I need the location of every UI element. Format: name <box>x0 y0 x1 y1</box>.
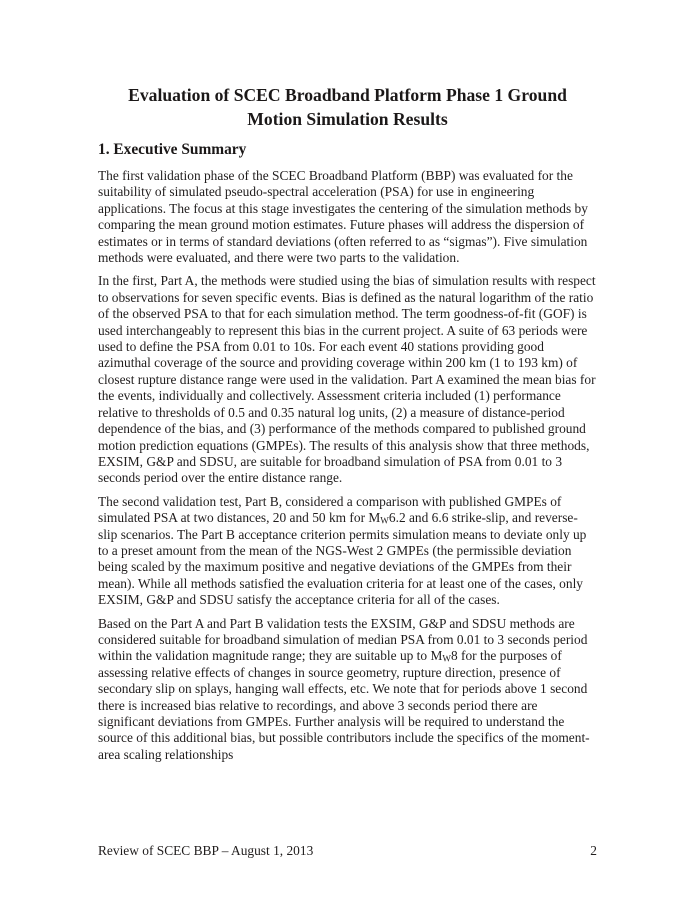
section-heading-executive-summary: 1. Executive Summary <box>98 141 247 158</box>
paragraph-validation-phase: The first validation phase of the SCEC Broadband Platform (BBP) was evaluated for the suitability of simulated pseudo-spectral acceleration (PSA) for use in engineering applications. The focus at this stage investigates the centering of the simulation methods by comparing the mean ground motion estimates. Future phases will address the dispersion of estimates or in terms of standard deviations (often referred to as “sigmas”). Five simulation methods were evaluated, and there were two parts to the validation. <box>98 168 588 266</box>
paragraph-part-a: In the first, Part A, the methods were studied using the bias of simulation results with respect to observations for seven specific events. Bias is defined as the natural logarithm of the ratio of the observed PSA to that for each simulation method. The term goodness-of-fit (GOF) is used interchangeably to represent this bias in the current project. A suite of 63 periods were used to define the PSA from 0.01 to 10s. For each event 40 stations providing good azimuthal coverage of the source and providing coverage within 200 km (1 to 193 km) of closest rupture distance range were used in the validation. Part A examined the mean bias for the events, individually and collectively. Assessment criteria included (1) performance relative to thresholds of 0.5 and 0.35 natural log units, (2) a measure of distance-period dependence of the bias, and (3) performance of the methods compared to published ground motion prediction equations (GMPEs). The results of this analysis show that three methods, EXSIM, G&P and SDSU, are suitable for broadband simulation of PSA from 0.01 to 3 seconds period over the entire distance range. <box>98 273 596 486</box>
document-title-line-1: Evaluation of SCEC Broadband Platform Phase 1 Ground <box>128 85 567 105</box>
footer-text: Review of SCEC BBP – August 1, 2013 <box>98 843 314 858</box>
page-number: 2 <box>590 843 597 858</box>
paragraph-conclusions: Based on the Part A and Part B validation tests the EXSIM, G&P and SDSU methods are considered suitable for broadband simulation of median PSA from 0.01 to 3 seconds period within the validation magnitude range; they are suitable up to $M_W8$ for the purposes of assessing relative effects of changes in source geometry, rupture direction, presence of secondary slip on splays, hanging wall effects, etc. We note that for periods above 1 second there is increased bias relative to recordings, and above 3 seconds period there are significant deviations from GMPEs. Further analysis will be required to understand the source of this additional bias, but possible contributors include the specifics of the moment-area scaling relationships <box>98 615 590 762</box>
document-title-line-2: Motion Simulation Results <box>247 108 448 129</box>
paragraph-part-b: The second validation test, Part B, considered a comparison with published GMPEs of simulated PSA at two distances, 20 and 50 km for $M_W6.2$ and 6.6 strike-slip, and reverse-slip scenarios. The Part B acceptance criterion permits simulation means to deviate only up to a preset amount from the mean of the NGS-West 2 GMPEs (the permissible deviation being scaled by the maximum positive and negative deviations of the GMPEs from their mean). While all methods satisfied the evaluation criteria for at least one of the cases, only EXSIM, G&P and SDSU satisfy the acceptance criteria for all of the cases. <box>98 493 587 608</box>
document-content <box>98 0 597 763</box>
page-footer <box>98 843 597 859</box>
document-title <box>98 84 597 131</box>
